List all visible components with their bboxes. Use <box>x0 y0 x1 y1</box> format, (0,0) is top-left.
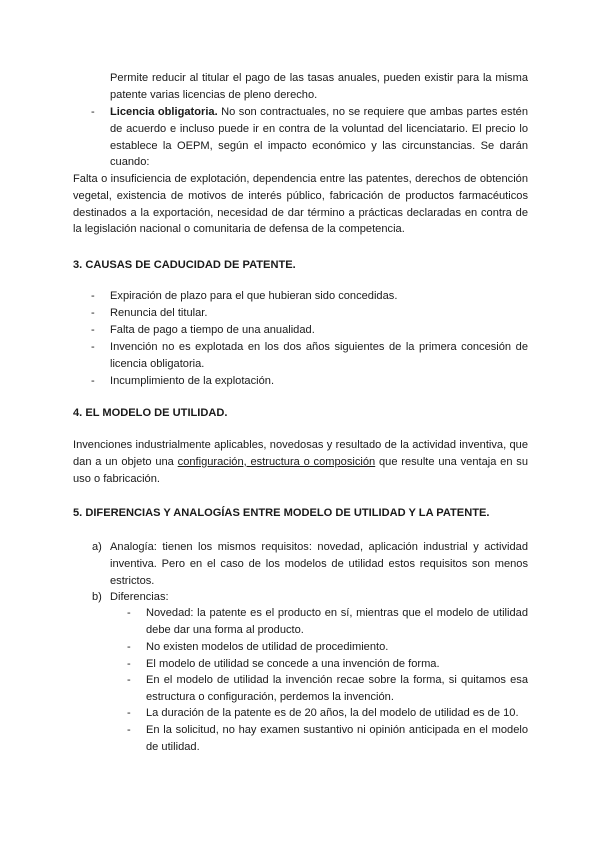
bullet-dash: - <box>91 290 95 302</box>
list-item: - No existen modelos de utilidad de procedimiento. <box>127 639 528 656</box>
bullet-dash: - <box>127 674 131 686</box>
bullet-dash: - <box>127 707 131 719</box>
bullet-dash: - <box>127 641 131 653</box>
falta-explotacion-paragraph: Falta o insuficiencia de explotación, dependencia entre las patentes, derechos de obtención vegetal, existencia de motivos de interés público, fabricación de productos farmacéuticos destinados a la exportación, necesidad de dar término a prácticas declaradas en contra de la legislación nacional o comunitaria de defensa de la competencia. <box>73 173 528 236</box>
licencia-pleno-derecho-continuation: Permite reducir al titular el pago de las tasas anuales, pueden existir para la misma patente varias licencias de pleno derecho. <box>110 72 528 101</box>
diferencias-item: b) Diferencias: <box>92 589 528 606</box>
underlined-phrase: configuración, estructura o composición <box>177 455 376 468</box>
bullet-dash: - <box>91 341 95 353</box>
section-4-heading: 4. EL MODELO DE UTILIDAD. <box>73 407 228 419</box>
bullet-dash: - <box>127 658 131 670</box>
list-item: - Incumplimiento de la explotación. <box>91 373 528 390</box>
bullet-dash: - <box>91 324 95 336</box>
list-item: - En la solicitud, no hay examen sustantivo ni opinión anticipada en el modelo de utilidad. <box>127 724 528 753</box>
list-item: - Invención no es explotada en los dos años siguientes de la primera concesión de licencia obligatoria. <box>91 341 528 370</box>
list-item: - El modelo de utilidad se concede a una invención de forma. <box>127 656 528 673</box>
list-item: - En el modelo de utilidad la invención recae sobre la forma, si quitamos esa estructura o configuración, perdemos la invención. <box>127 674 528 703</box>
list-item: - Falta de pago a tiempo de una anualidad. <box>91 322 528 339</box>
list-marker-a: a) <box>92 541 102 553</box>
licencia-obligatoria-item <box>91 104 528 171</box>
bullet-dash: - <box>91 307 95 319</box>
list-item: - Renuncia del titular. <box>91 305 528 322</box>
list-item: - Expiración de plazo para el que hubieran sido concedidas. <box>91 288 528 305</box>
analogia-item: a) Analogía: tienen los mismos requisitos: novedad, aplicación industrial y actividad inventiva. Pero en el caso de los modelos de utilidad estos requisitos son menos estrictos. <box>92 541 528 587</box>
bullet-dash: - <box>91 106 95 118</box>
modelo-utilidad-definition: Invenciones industrialmente aplicables, novedosas y resultado de la actividad inventiva, que dan a un objeto una configuración, estructura o composición que resulte una ventaja en su uso o fabricación. <box>73 439 529 485</box>
section-5-heading: 5. DIFERENCIAS Y ANALOGÍAS ENTRE MODELO DE UTILIDAD Y LA PATENTE. <box>73 507 490 519</box>
bullet-dash: - <box>127 724 131 736</box>
licencia-obligatoria-text: No son contractuales, no se requiere que ambas partes estén de acuerdo e incluso puede ir en contra de la voluntad del licenciatario. El precio lo establece la OEPM, según el impacto económico y las circunstancias. Se darán cuando: <box>110 106 528 169</box>
list-item: - La duración de la patente es de 20 años, la del modelo de utilidad es de 10. <box>127 705 528 722</box>
bullet-dash: - <box>127 607 131 619</box>
bullet-dash: - <box>91 375 95 387</box>
licencia-obligatoria-label: Licencia obligatoria. <box>110 106 218 118</box>
list-marker-b: b) <box>92 591 102 603</box>
section-3-heading: 3. CAUSAS DE CADUCIDAD DE PATENTE. <box>73 259 296 271</box>
list-item: - Novedad: la patente es el producto en sí, mientras que el modelo de utilidad debe dar una forma al producto. <box>127 607 528 636</box>
